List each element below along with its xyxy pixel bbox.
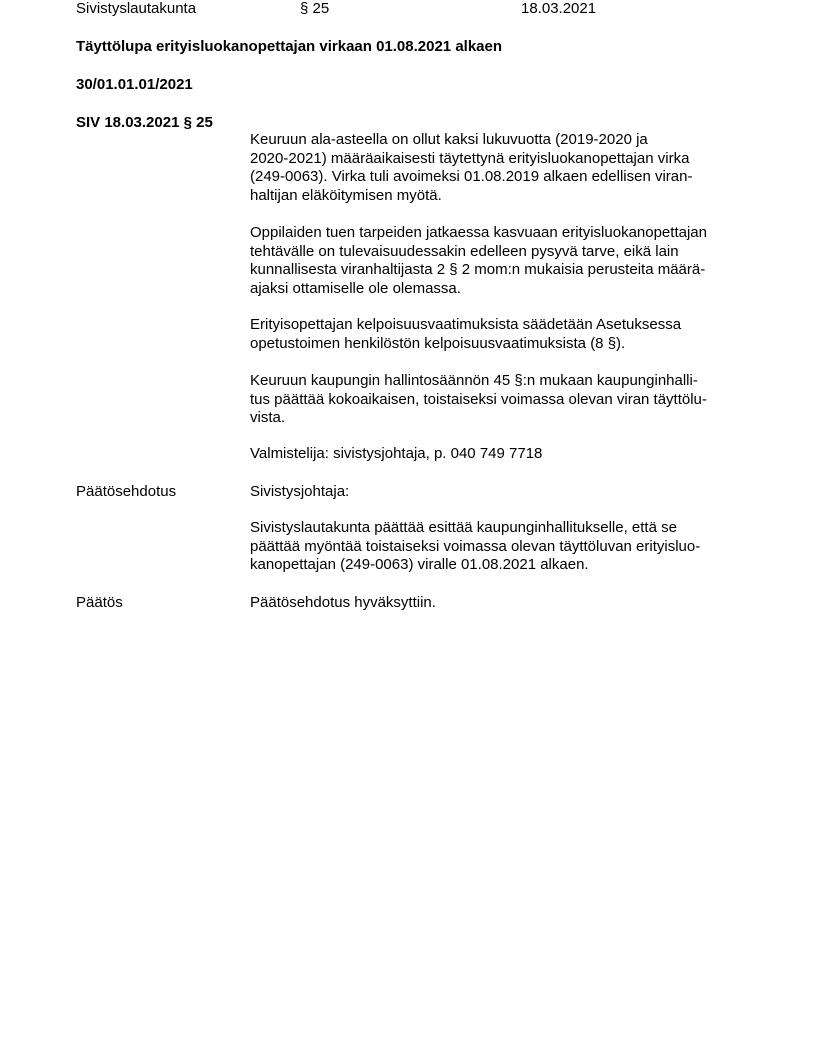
record-number: 30/01.01.01/2021 <box>76 76 193 93</box>
decision-label: Päätös <box>76 594 123 611</box>
body-paragraph <box>250 372 750 428</box>
body-paragraph <box>250 316 750 353</box>
paragraph-line: Keuruun kaupungin hallintosäännön 45 §:n mukaan kaupunginhalli- <box>250 372 698 389</box>
paragraph-line: opetustoimen henkilöstön kelpoisuusvaatimuksista (8 §). <box>250 334 626 352</box>
proposal-presenter: Sivistysjohtaja: <box>250 483 350 500</box>
decision-text: Päätösehdotus hyväksyttiin. <box>250 594 436 611</box>
paragraph-line: tehtävälle on tulevaisuudessakin edelleen pysyvä tarve, eikä lain <box>250 242 679 260</box>
proposal-label: Päätösehdotus <box>76 483 177 500</box>
paragraph-line: tus päättää kokoaikaisen, toistaiseksi voimassa olevan viran täyttölu- <box>250 390 707 408</box>
meeting-date: 18.03.2021 <box>521 0 597 17</box>
committee-name: Sivistyslautakunta <box>76 0 197 17</box>
paragraph-line: päättää myöntää toistaiseksi voimassa olevan täyttöluvan erityisluo- <box>250 537 701 555</box>
paragraph-line: Sivistyslautakunta päättää esittää kaupunginhallitukselle, että se <box>250 519 677 536</box>
paragraph-line: Oppilaiden tuen tarpeiden jatkaessa kasvuaan erityisluokanopettajan <box>250 224 707 241</box>
proposal-text <box>250 519 750 575</box>
paragraph-line: Keuruun ala-asteella on ollut kaksi lukuvuotta (2019-2020 ja <box>250 131 648 148</box>
paragraph-line: (249-0063). Virka tuli avoimeksi 01.08.2019 alkaen edellisen viran- <box>250 168 693 186</box>
paragraph-line: Valmistelija: sivistysjohtaja, p. 040 749 7718 <box>250 445 543 462</box>
paragraph-line: kanopettajan (249-0063) viralle 01.08.2021 alkaen. <box>250 556 589 574</box>
paragraph-line: ajaksi ottamiselle ole olemassa. <box>250 279 461 297</box>
paragraph-line: vista. <box>250 409 286 427</box>
meeting-reference: SIV 18.03.2021 § 25 <box>76 114 213 131</box>
document-title: Täyttölupa erityisluokanopettajan virkaan 01.08.2021 alkaen <box>76 38 503 55</box>
paragraph-line: Erityisopettajan kelpoisuusvaatimuksista säädetään Asetuksessa <box>250 316 682 333</box>
section-number: § 25 <box>300 0 330 17</box>
body-paragraph <box>250 224 750 298</box>
paragraph-line: haltijan eläköitymisen myötä. <box>250 186 442 204</box>
paragraph-line: kunnallisesta viranhaltijasta 2 § 2 mom:n mukaisia perusteita määrä- <box>250 261 706 279</box>
paragraph-line: 2020-2021) määräaikaisesti täytettynä erityisluokanopettajan virka <box>250 149 690 167</box>
preparer-line <box>250 445 750 464</box>
body-paragraph <box>250 131 750 205</box>
